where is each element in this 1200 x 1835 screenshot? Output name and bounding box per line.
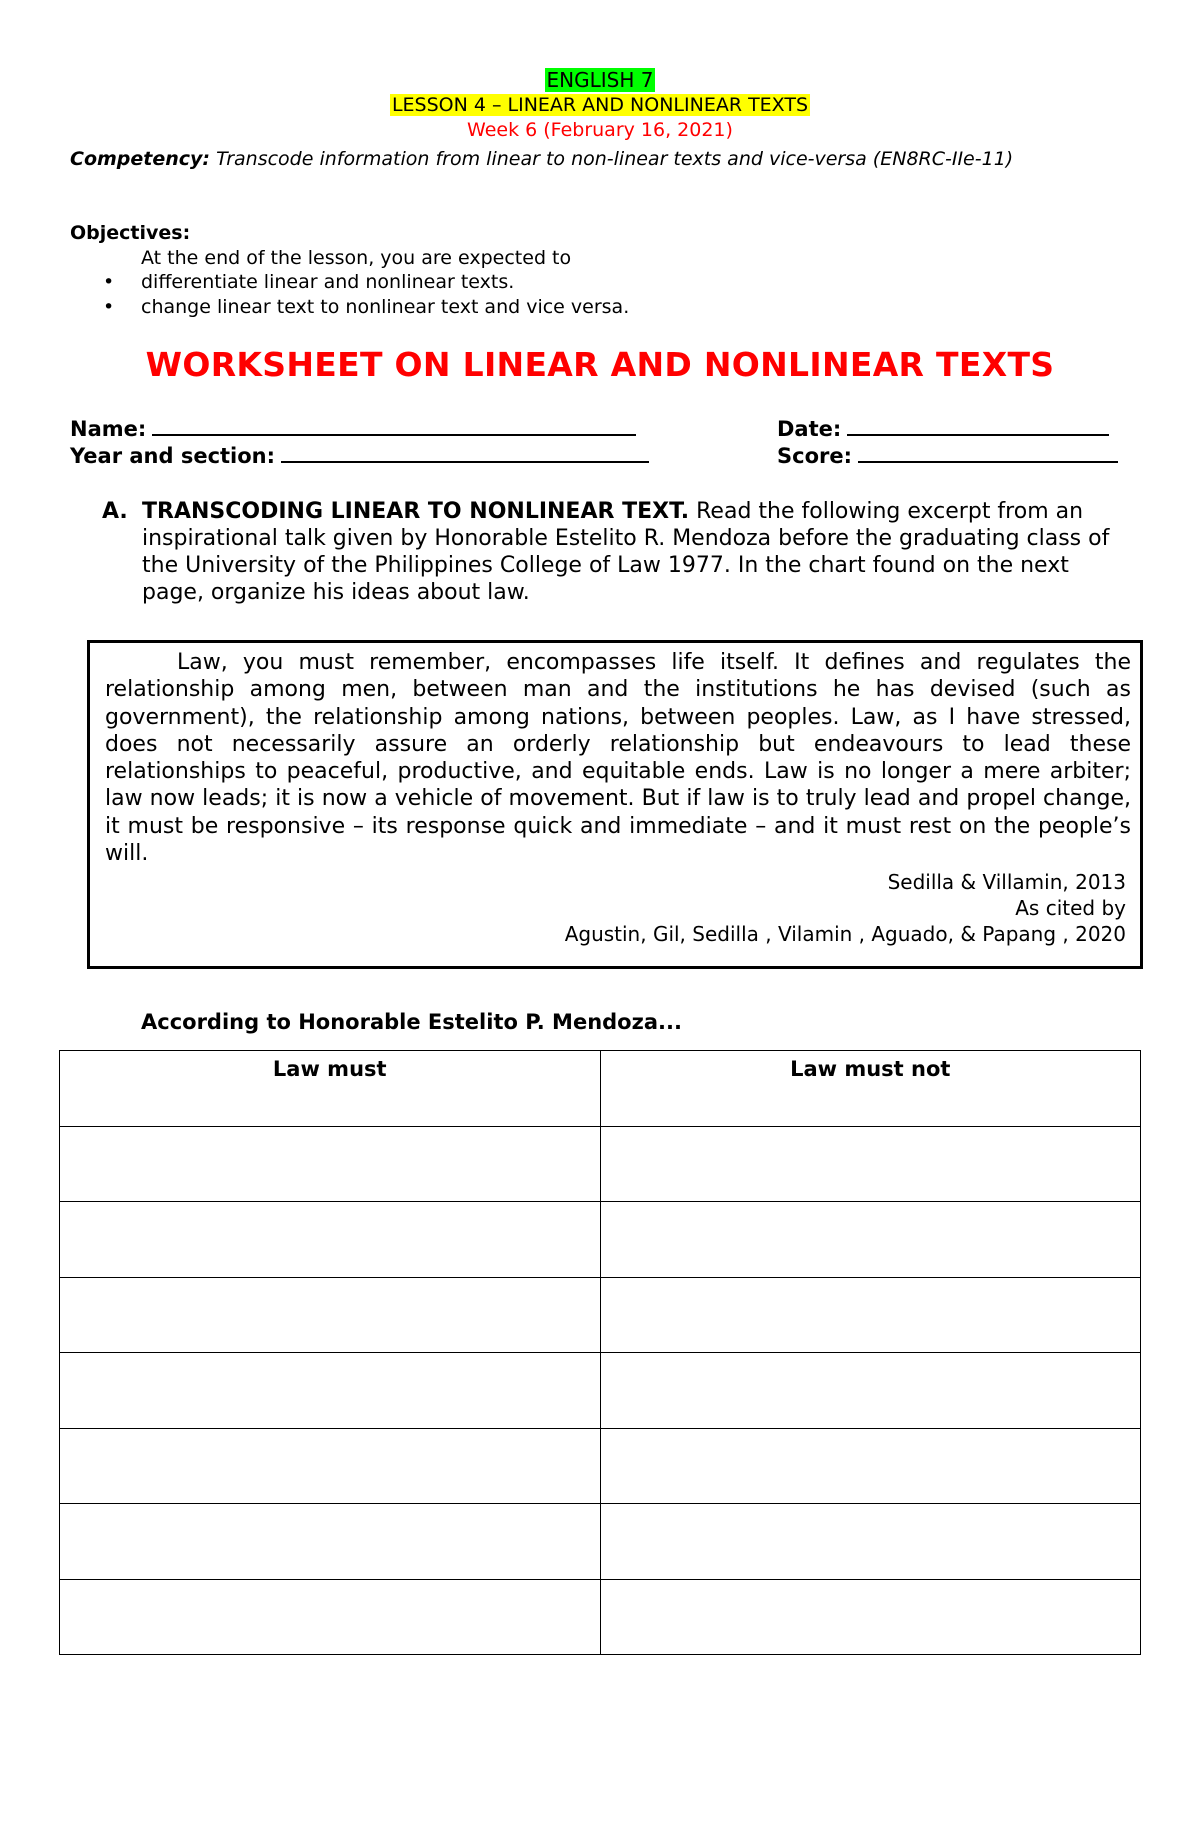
answer-cell[interactable]	[600, 1126, 1141, 1202]
table-row	[60, 1353, 1141, 1429]
lesson-header	[0, 93, 1200, 117]
subject-header	[0, 68, 1200, 92]
answer-cell[interactable]	[600, 1277, 1141, 1353]
table-row	[60, 1504, 1141, 1580]
answer-cell[interactable]	[60, 1277, 601, 1353]
answer-cell[interactable]	[60, 1353, 601, 1429]
score-label: Score:	[777, 444, 852, 468]
worksheet-title: WORKSHEET ON LINEAR AND NONLINEAR TEXTS	[145, 345, 1055, 384]
law-chart-table	[59, 1050, 1141, 1655]
date-label: Date:	[777, 417, 842, 441]
answer-cell[interactable]	[600, 1202, 1141, 1278]
competency-text: Transcode information from linear to non-linear texts and vice-versa (EN8RC-IIe-11)	[216, 148, 1014, 170]
year-section-label: Year and section:	[70, 444, 276, 468]
section-heading: TRANSCODING LINEAR TO NONLINEAR TEXT.	[142, 499, 690, 524]
section-a	[102, 498, 1132, 606]
date-blank[interactable]	[847, 416, 1109, 436]
section-letter: A.	[102, 499, 128, 524]
chart-heading: According to Honorable Estelito P. Mendoza...	[141, 1010, 682, 1034]
competency-label: Competency:	[70, 148, 211, 170]
subject-label: ENGLISH 7	[546, 68, 654, 92]
answer-cell[interactable]	[600, 1579, 1141, 1655]
objective-text: change linear text to nonlinear text and vice versa.	[141, 296, 630, 318]
answer-cell[interactable]	[600, 1428, 1141, 1504]
table-row	[60, 1277, 1141, 1353]
table-row	[60, 1126, 1141, 1202]
objective-item	[103, 296, 629, 318]
column-header-law-must: Law must	[60, 1051, 601, 1127]
objectives-intro: At the end of the lesson, you are expected to	[141, 247, 572, 269]
year-section-field[interactable]	[70, 443, 649, 468]
score-blank[interactable]	[858, 443, 1118, 463]
answer-cell[interactable]	[60, 1126, 601, 1202]
table-header-row	[60, 1051, 1141, 1127]
name-field[interactable]	[70, 416, 636, 441]
answer-cell[interactable]	[60, 1579, 601, 1655]
week-label: Week 6 (February 16, 2021)	[467, 119, 733, 141]
bullet-icon: •	[103, 271, 115, 293]
objective-text: differentiate linear and nonlinear texts.	[141, 271, 515, 293]
year-section-blank[interactable]	[281, 443, 649, 463]
name-blank[interactable]	[152, 416, 636, 436]
competency	[70, 146, 1145, 173]
objective-item	[103, 271, 514, 293]
table-row	[60, 1428, 1141, 1504]
table-row	[60, 1579, 1141, 1655]
citation-authors: Agustin, Gil, Sedilla , Vilamin , Aguado, & Papang , 2020	[564, 922, 1126, 946]
answer-cell[interactable]	[600, 1353, 1141, 1429]
table-row	[60, 1202, 1141, 1278]
answer-cell[interactable]	[60, 1428, 601, 1504]
answer-cell[interactable]	[600, 1504, 1141, 1580]
column-header-law-must-not: Law must not	[600, 1051, 1141, 1127]
date-field[interactable]	[777, 416, 1109, 441]
answer-cell[interactable]	[60, 1504, 601, 1580]
name-label: Name:	[70, 417, 147, 441]
lesson-label: LESSON 4 – LINEAR AND NONLINEAR TEXTS	[391, 94, 809, 116]
objectives-label: Objectives:	[70, 222, 191, 244]
quote-text: Law, you must remember, encompasses life itself. It defines and regulates the relationship among men, between man and the institutions he has devised (such as government), the relationship among nations, between peoples. Law, as I have stressed, does not necessarily assure an orderly relationship but endeavours to lead these relationships to peaceful, productive, and equitable ends. Law is no longer a mere arbiter; law now leads; it is now a vehicle of movement. But if law is to truly lead and propel change, it must be responsive – its response quick and immediate – and it must rest on the people’s will.	[105, 650, 1131, 867]
quote-box	[87, 640, 1143, 969]
section-instructions: Read the following excerpt from an inspirational talk given by Honorable Estelito R. Mendoza before the graduating class of the University of the Philippines College of Law 1977. In the chart found on the next page, organize his ideas about law.	[142, 499, 1110, 605]
citation-note: As cited by	[1015, 896, 1126, 920]
citation-source: Sedilla & Villamin, 2013	[887, 870, 1126, 894]
bullet-icon: •	[103, 296, 115, 318]
score-field[interactable]	[777, 443, 1118, 468]
answer-cell[interactable]	[60, 1202, 601, 1278]
